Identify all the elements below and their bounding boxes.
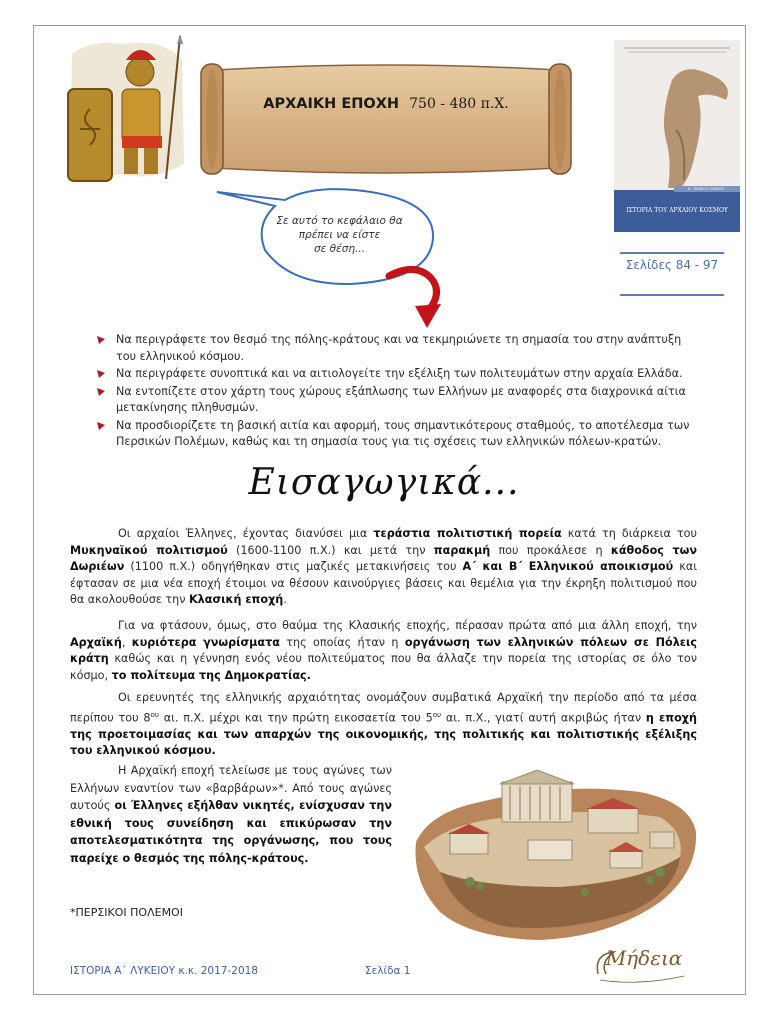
footer-course-label: ΙΣΤΟΡΙΑ Α΄ ΛΥΚΕΙΟΥ κ.κ. 2017-2018 <box>70 965 258 977</box>
red-arrow-icon <box>385 262 455 332</box>
list-item <box>96 418 696 451</box>
divider-bottom <box>620 294 724 296</box>
learning-objectives-list <box>96 332 696 452</box>
list-item <box>96 384 696 417</box>
footnote: *ΠΕΡΣΙΚΟΙ ΠΟΛΕΜΟΙ <box>70 906 183 919</box>
bullet-icon <box>96 386 107 397</box>
divider-top <box>620 252 724 254</box>
paragraph-2: Για να φτάσουν, όμως, στο θαύμα της Κλασικής εποχής, πέρασαν πρώτα από μια άλλη εποχή, την Αρχαϊκή, κυριότερα γνωρίσματα της οποίας ήταν η οργάνωση των ελληνικών πόλεων σε Πόλεις κράτη καθώς και η γέννηση ενός νέου πολιτεύματος που θα άλλαζε την πορεία της ιστορίας σε όλο τον κόσμο, το πολίτευμα της Δημοκρατίας. <box>70 619 697 682</box>
book-class-label: Α΄ ΓΕΝΙΚΟΥ ΛΥΚΕΙΟΥ <box>687 187 725 191</box>
bullet-icon <box>96 368 107 379</box>
intro-heading: Εισαγωγικά... <box>248 462 520 503</box>
speech-bubble-text <box>262 214 417 256</box>
acropolis-image <box>410 762 700 947</box>
textbook-cover-image <box>614 40 740 232</box>
chapter-years: 750 - 480 π.Χ. <box>409 96 509 112</box>
list-item <box>96 332 696 365</box>
paragraph-3: Οι ερευνητές της ελληνικής αρχαιότητας ονομάζουν συμβατικά Αρχαϊκή την περίοδο από τα μέσα περίπου του $8^{o\upsilon}$ αι. π.Χ. μέχρι και την πρώτη εικοσαετία του $5^{o\upsilon}$ αι. π.Χ., γιατί αυτή ακριβώς ήταν η εποχή της προετοιμασίας και των απαρχών της οικονομικής, της πολιτικής και πολιτιστικής εξέλιξης του ελληνικού κόσμου. <box>70 691 697 758</box>
logo-swirl-icon <box>590 944 690 988</box>
objective-text: Να εντοπίζετε στον χάρτη τους χώρους εξάπλωσης των Ελλήνων με αναφορές στα διαχρονικά αίτια μετακίνησης πληθυσμών. <box>116 384 686 414</box>
parchment-scroll <box>197 56 575 182</box>
objective-text: Να περιγράφετε τον θεσμό της πόλης-κράτους και να τεκμηριώνετε τη σημασία του στην ανάπτυξη του ελληνικού κόσμου. <box>116 333 682 363</box>
objective-text: Να προσδιορίζετε τη βασική αιτία και αφορμή, τους σημαντικότερους σταθμούς, το αποτέλεσμα των Περσικών Πολέμων, καθώς και τη σημασία τους για τις σχέσεις των ελληνικών πόλεων-κρατών. <box>116 418 690 448</box>
footer-page-number: Σελίδα 1 <box>365 965 411 977</box>
list-item <box>96 366 696 383</box>
hoplite-warrior-image <box>62 34 190 184</box>
chapter-title-text: ΑΡΧΑΙΚΗ ΕΠΟΧΗ <box>263 96 400 112</box>
bubble-line-2: πρέπει να είστε <box>298 229 381 241</box>
chapter-title <box>197 96 575 112</box>
bubble-line-3: σε θέση... <box>313 243 366 255</box>
paragraph-1: Οι αρχαίοι Έλληνες, έχοντας διανύσει μια τεράστια πολιτιστική πορεία κατά τη διάρκεια του Μυκηναϊκού πολιτισμού (1600-1100 π.Χ.) και μετά την παρακμή που προκάλεσε η κάθοδος των Δωριέων (1100 π.Χ.) οδηγήθηκαν στις μαζικές μετακινήσεις του Α΄ και Β΄ Ελληνικού αποικισμού και έφτασαν σε μια νέα εποχή έτοιμοι να θέσουν καινούργιες βάσεις και θεμέλια για την έκρηξη πολιτισμού που θα ακολουθούσε την Κλασική εποχή. <box>70 527 698 606</box>
objective-text: Να περιγράφετε συνοπτικά και να αιτιολογείτε την εξέλιξη των πολιτευμάτων στην αρχαία Ελλάδα. <box>116 367 683 380</box>
book-title: ΙΣΤΟΡΙΑ ΤΟΥ ΑΡΧΑΙΟΥ ΚΟΣΜΟΥ <box>626 207 728 214</box>
bubble-line-1: Σε αυτό το κεφάλαιο θα <box>276 215 403 227</box>
pages-reference: Σελίδες 84 - 97 <box>625 258 719 272</box>
paragraph-4: Η Αρχαϊκή εποχή τελείωσε με τους αγώνες των Ελλήνων εναντίον των «βαρβάρων»*. Από τους αγώνες αυτούς οι Έλληνες εξήλθαν νικητές, ενίσχυσαν την εθνική τους συνείδηση και επικύρωσαν την αποτελεσματικότητα της οργάνωσης, που τους παρείχε ο θεσμός της πόλης-κράτους. <box>70 764 392 865</box>
bullet-icon <box>96 334 107 345</box>
bullet-icon <box>96 420 107 431</box>
logo-name: Μήδεια <box>605 946 683 970</box>
